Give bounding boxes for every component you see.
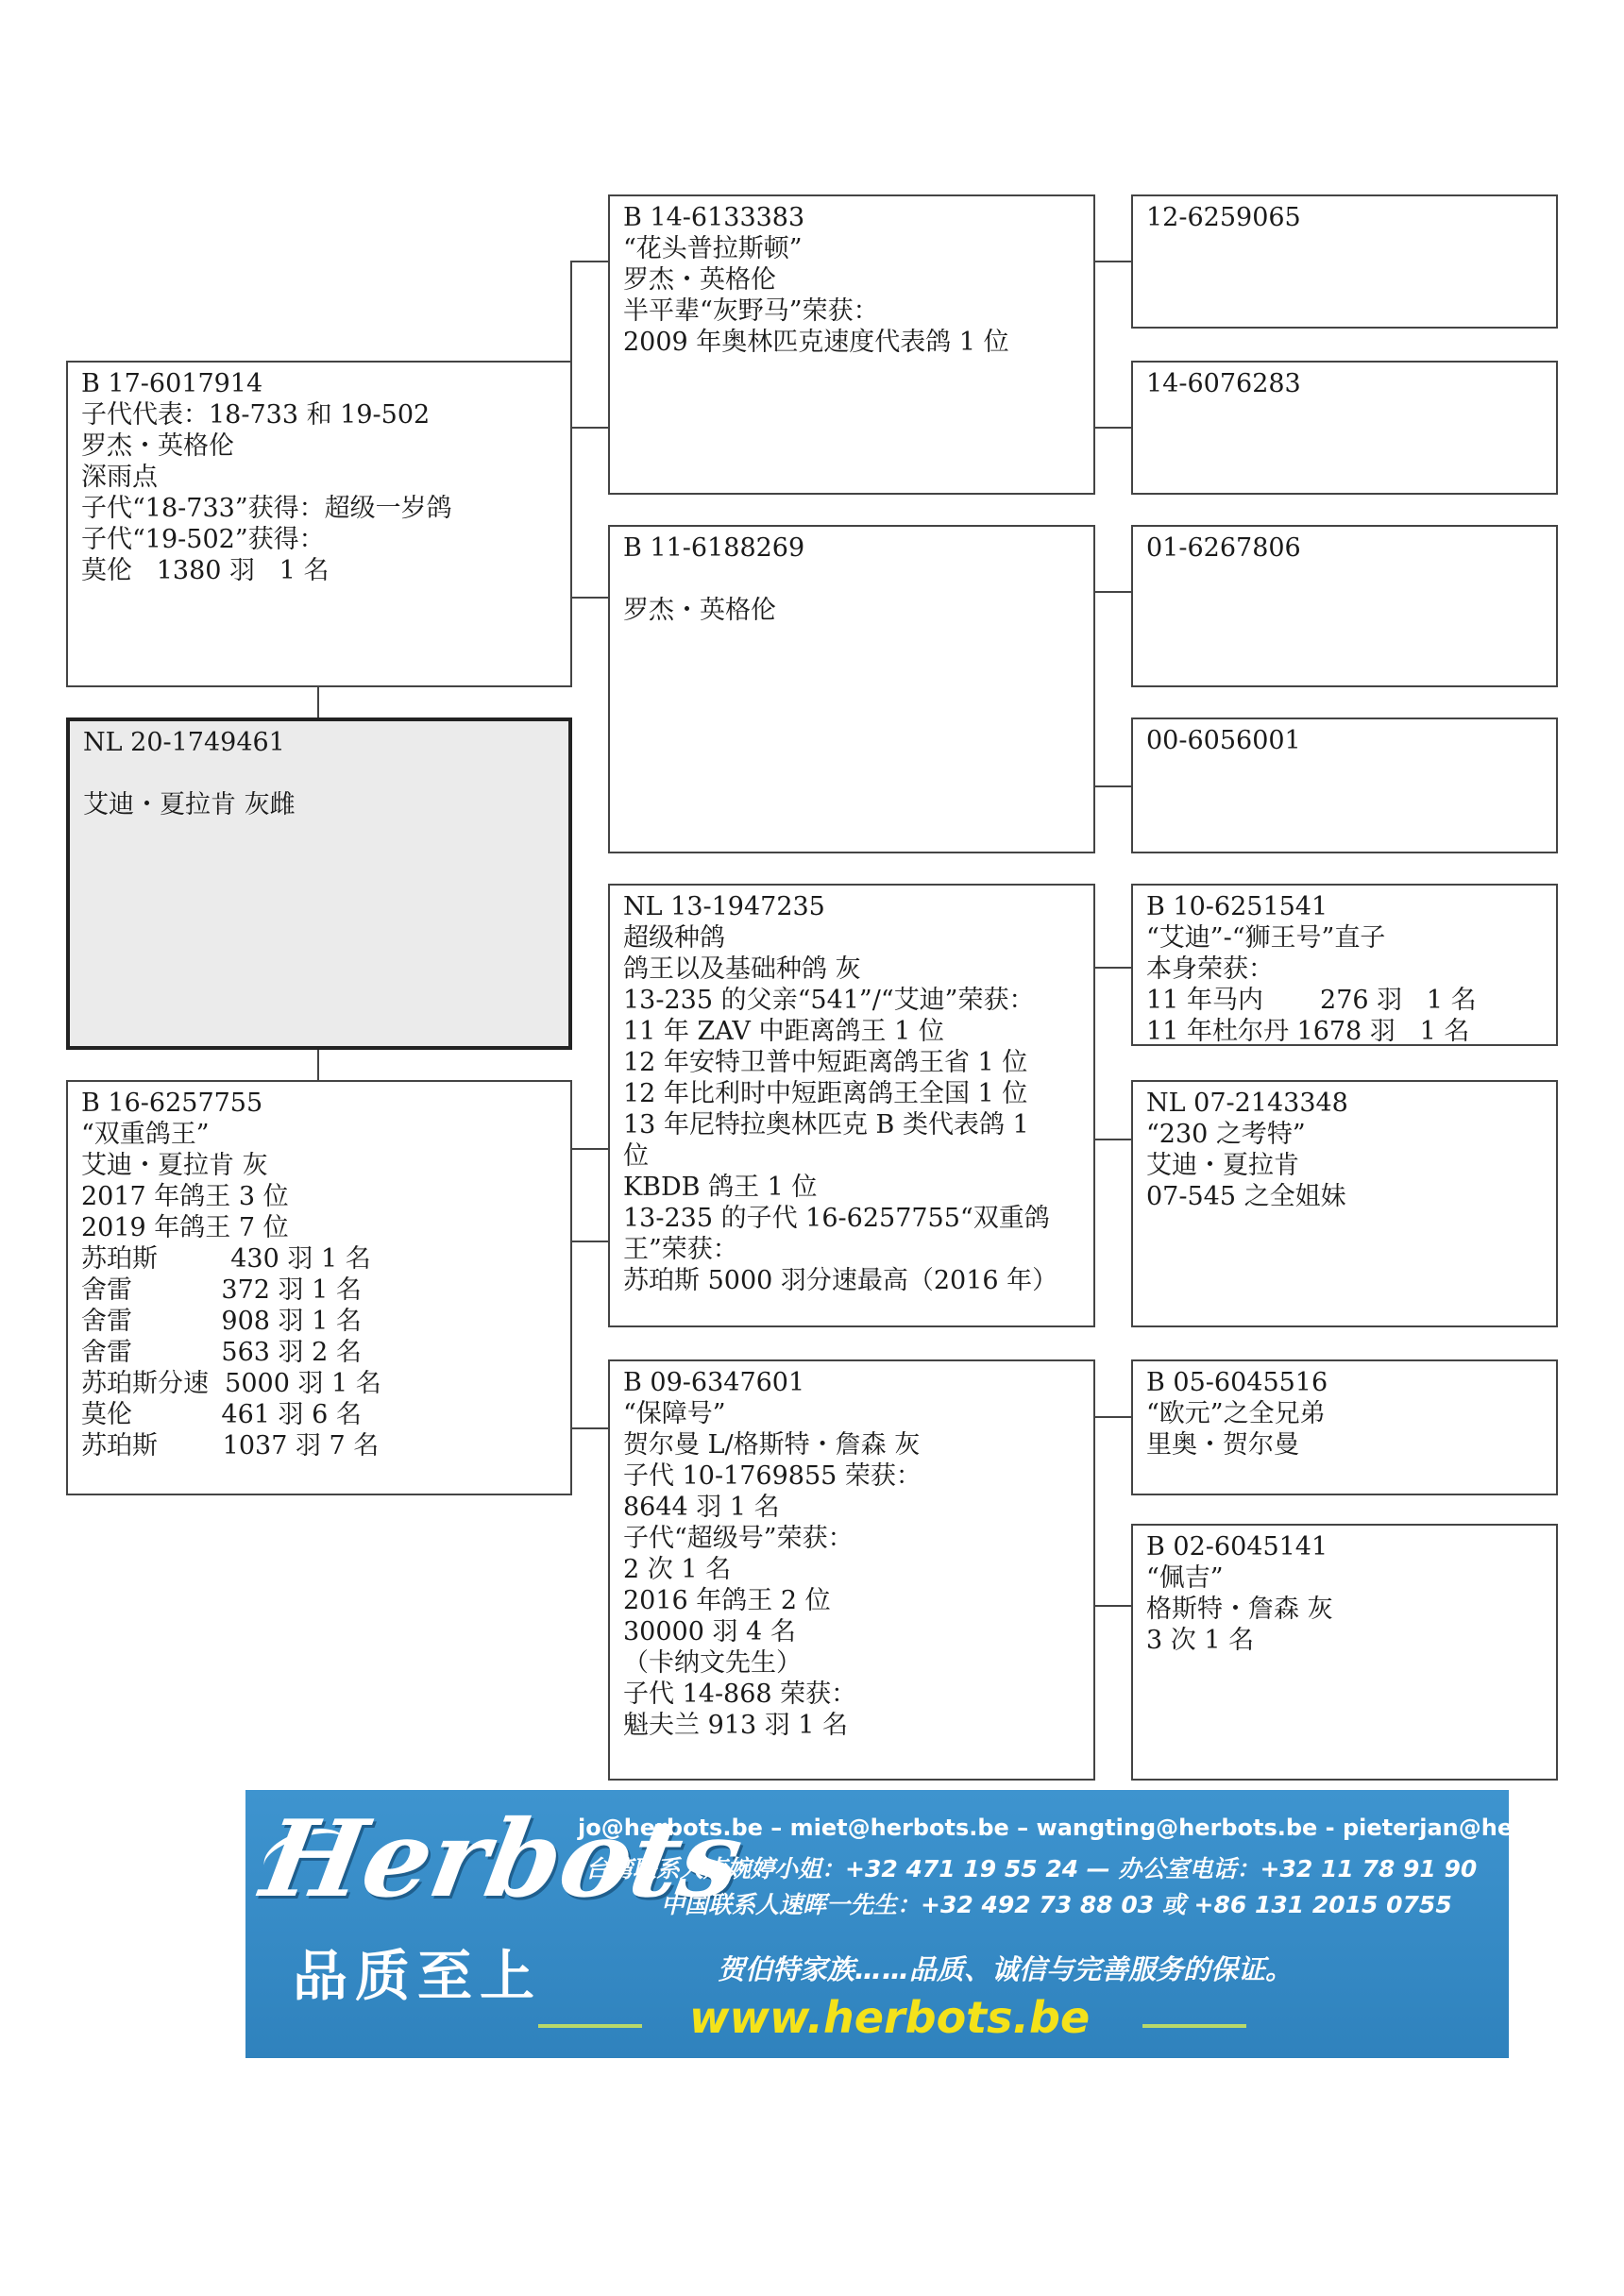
pedigree-line: 2016 年鸽王 2 位 (623, 1586, 831, 1615)
g3-box-3 (1131, 525, 1558, 687)
pedigree-line: 3 次 1 名 (1146, 1626, 1255, 1655)
pedigree-line: “佩吉” (1146, 1563, 1224, 1593)
dam-sire-box (608, 884, 1095, 1327)
pedigree-line: 13 年尼特拉奥林匹克 B 类代表鸽 1 (623, 1110, 1029, 1140)
pedigree-line: 2009 年奥林匹克速度代表鸽 1 位 (623, 328, 1009, 357)
pedigree-line: “艾迪”-“狮王号”直子 (1146, 923, 1386, 953)
pedigree-line: 00-6056001 (1146, 726, 1301, 755)
g3-box-7 (1131, 1359, 1558, 1495)
pedigree-line: B 14-6133383 (623, 203, 805, 232)
sire-box (66, 361, 572, 687)
herbots-logo: Herbots (253, 1798, 752, 1921)
pedigree-line: 14-6076283 (1146, 369, 1301, 398)
pedigree-line (623, 564, 1080, 595)
motto: 贺伯特家族……品质、诚信与完善服务的保证。 (718, 1953, 1294, 1985)
connector (1093, 1416, 1131, 1418)
pedigree-line: B 16-6257755 (81, 1089, 263, 1118)
pedigree-line: 罗杰・英格伦 (623, 265, 776, 295)
pedigree-line: 苏珀斯 1037 羽 7 名 (81, 1431, 380, 1460)
connector (1093, 261, 1131, 262)
connector (570, 261, 608, 262)
pedigree-line: “230 之考特” (1146, 1120, 1306, 1149)
pedigree-line: 鸽王以及基础种鸽 灰 (623, 954, 861, 984)
g3-box-6 (1131, 1080, 1558, 1327)
g3-box-4 (1131, 718, 1558, 853)
connector (570, 1148, 608, 1150)
connector (1093, 1139, 1131, 1140)
pedigree-line: NL 13-1947235 (623, 892, 825, 921)
pedigree-line: 位 (623, 1141, 649, 1171)
pedigree-line: NL 20-1749461 (83, 728, 285, 757)
pedigree-line: KBDB 鸽王 1 位 (623, 1173, 818, 1202)
pedigree-line: B 09-6347601 (623, 1368, 805, 1397)
pedigree-line: 王”荣获： (623, 1235, 738, 1264)
pedigree-line: 2 次 1 名 (623, 1555, 732, 1584)
pedigree-line: 格斯特・詹森 灰 (1146, 1595, 1333, 1624)
pedigree-line: 2019 年鸽王 7 位 (81, 1213, 289, 1242)
pedigree-line: 13-235 的父亲“541”/“艾迪”荣获： (623, 986, 1035, 1015)
pedigree-line: 12-6259065 (1146, 203, 1301, 232)
website-link[interactable]: www.herbots.be (689, 1992, 1091, 2043)
herbots-banner (245, 1790, 1620, 2058)
connector (570, 1427, 608, 1429)
connector (1093, 591, 1131, 593)
g3-box-1 (1131, 194, 1558, 329)
pedigree-line: 子代 10-1769855 荣获： (623, 1461, 922, 1491)
decorative-line-right (1142, 2024, 1246, 2028)
decorative-line-left (538, 2024, 642, 2028)
pedigree-line: 11 年杜尔丹 1678 羽 1 名 (1146, 1017, 1470, 1046)
connector (1093, 427, 1131, 429)
pedigree-line: 12 年安特卫普中短距离鸽王省 1 位 (623, 1048, 1028, 1077)
pedigree-line: 07-545 之全姐妹 (1146, 1182, 1346, 1211)
sire-dam-box (608, 525, 1095, 853)
sire-sire-box (608, 194, 1095, 495)
connector (570, 597, 608, 599)
pedigree-line: B 02-6045141 (1146, 1532, 1328, 1562)
pedigree-line: 01-6267806 (1146, 533, 1301, 563)
pedigree-line: 苏珀斯 430 羽 1 名 (81, 1244, 371, 1274)
pedigree-line: B 17-6017914 (81, 369, 263, 398)
pedigree-line: 深雨点 (81, 463, 158, 492)
pedigree-line: 半平辈“灰野马”荣获： (623, 296, 879, 326)
pedigree-line: 子代 14-868 荣获： (623, 1680, 857, 1709)
g3-box-2 (1131, 361, 1558, 495)
pedigree-line: “欧元”之全兄弟 (1146, 1399, 1326, 1428)
pedigree-line: “花头普拉斯顿” (623, 234, 803, 263)
pedigree-line: 子代“18-733”获得：超级一岁鸽 (81, 494, 452, 523)
subject-box (66, 718, 572, 1050)
pedigree-line: 艾迪・夏拉肯 灰雌 (83, 790, 296, 819)
pedigree-line: 子代“超级号”荣获： (623, 1524, 854, 1553)
g3-box-5 (1131, 884, 1558, 1046)
pedigree-line: 莫伦 461 羽 6 名 (81, 1400, 362, 1429)
connector (1093, 785, 1131, 787)
connector (1093, 1605, 1131, 1607)
pedigree-line: 11 年 ZAV 中距离鸽王 1 位 (623, 1017, 944, 1046)
pedigree-line: B 10-6251541 (1146, 892, 1328, 921)
connector (317, 685, 319, 719)
dam-dam-box (608, 1359, 1095, 1781)
pedigree-line (83, 758, 555, 789)
pedigree-line: 本身荣获： (1146, 954, 1274, 984)
pedigree-line: 艾迪・夏拉肯 (1146, 1151, 1299, 1180)
pedigree-line: 12 年比利时中短距离鸽王全国 1 位 (623, 1079, 1028, 1108)
pedigree-line: 苏珀斯分速 5000 羽 1 名 (81, 1369, 381, 1398)
slogan: 品质至上 (293, 1944, 543, 2008)
pedigree-line: 8644 羽 1 名 (623, 1493, 780, 1522)
pedigree-line: 11 年马内 276 羽 1 名 (1146, 986, 1477, 1015)
dam-box (66, 1080, 572, 1495)
pedigree-line: 子代代表：18-733 和 19-502 (81, 400, 431, 430)
contact-emails: jo@herbots.be – miet@herbots.be – wangting@herbots.be - pieterjan@herbots.be (578, 1815, 1620, 1841)
pedigree-line: 苏珀斯 5000 羽分速最高（2016 年） (623, 1266, 1058, 1295)
pedigree-line: 莫伦 1380 羽 1 名 (81, 556, 330, 585)
connector (570, 427, 608, 429)
pedigree-line: 13-235 的子代 16-6257755“双重鸽 (623, 1204, 1050, 1233)
connector (570, 1241, 608, 1242)
connector (1093, 967, 1131, 969)
pedigree-line: 2017 年鸽王 3 位 (81, 1182, 289, 1211)
pedigree-line: 舍雷 372 羽 1 名 (81, 1275, 362, 1305)
pedigree-line: 里奥・贺尔曼 (1146, 1430, 1299, 1460)
connector (317, 1048, 319, 1082)
pedigree-line: （卡纳文先生） (623, 1648, 802, 1678)
pedigree-line: B 05-6045516 (1146, 1368, 1328, 1397)
pedigree-line: “双重鸽王” (81, 1120, 210, 1149)
pedigree-line: 舍雷 563 羽 2 名 (81, 1338, 362, 1367)
pedigree-line: 贺尔曼 L/格斯特・詹森 灰 (623, 1430, 921, 1460)
taiwan-contact: 台湾联系人卢婉婷小姐：+32 471 19 55 24 — 办公室电话：+32 11 78 91 90 (585, 1855, 1478, 1882)
pedigree-line: 艾迪・夏拉肯 灰 (81, 1151, 268, 1180)
pedigree-line: 罗杰・英格伦 (81, 431, 234, 461)
pedigree-line: 舍雷 908 羽 1 名 (81, 1307, 362, 1336)
china-contact: 中国联系人速晖一先生：+32 492 73 88 03 或 +86 131 2015 0755 (661, 1891, 1452, 1918)
pedigree-line: NL 07-2143348 (1146, 1089, 1348, 1118)
pedigree-line: B 11-6188269 (623, 533, 805, 563)
pedigree-line: 魁夫兰 913 羽 1 名 (623, 1711, 849, 1740)
pedigree-line: 30000 羽 4 名 (623, 1617, 796, 1646)
g3-box-8 (1131, 1524, 1558, 1781)
pedigree-line: 罗杰・英格伦 (623, 596, 776, 625)
pedigree-line: 子代“19-502”获得： (81, 525, 325, 554)
pedigree-line: 超级种鸽 (623, 923, 725, 953)
pedigree-line: “保障号” (623, 1399, 726, 1428)
